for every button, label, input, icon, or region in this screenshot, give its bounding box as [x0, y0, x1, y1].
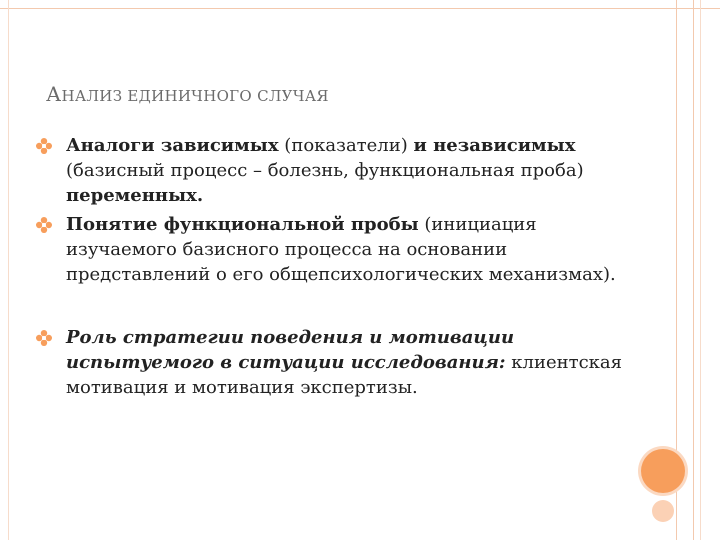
flower-bullet-icon [36, 138, 52, 154]
slide-title: АНАЛИЗ ЕДИНИЧНОГО СЛУЧАЯ [46, 82, 329, 106]
frame-right-outer-band [700, 0, 720, 540]
bullet-1-bold-b: и независимых [413, 135, 576, 156]
flower-bullet-icon [36, 217, 52, 233]
bullet-1-bold-c: переменных. [66, 185, 204, 206]
bullet-1-bold-a: Аналоги зависимых [66, 135, 279, 156]
bullet-3-bold-italic: Роль стратегии поведения и мотивации испытуемого в ситуации исследования: [66, 327, 515, 373]
bullet-item-3 [36, 325, 636, 400]
frame-left-line [8, 0, 9, 540]
frame-top-line [0, 8, 720, 9]
bullet-2-text: (инициация изучаемого базисного процесса на основании представлений о его общепсихологических механизмах). [66, 214, 616, 285]
decorative-circle-small [652, 500, 674, 522]
bullet-2-bold: Понятие функциональной пробы [66, 214, 419, 235]
bullet-item-2 [36, 212, 636, 287]
decorative-circle-large [641, 449, 685, 493]
flower-bullet-icon [36, 330, 52, 346]
bullet-list [36, 133, 636, 400]
bullet-1-text-b: (базисный процесс – болезнь, функциональная проба) [66, 160, 584, 181]
bullet-1-text-a: (показатели) [278, 135, 414, 156]
bullet-3-text: клиентская мотивация и мотивация экспертизы. [66, 352, 622, 398]
bullet-item-1 [36, 133, 636, 208]
